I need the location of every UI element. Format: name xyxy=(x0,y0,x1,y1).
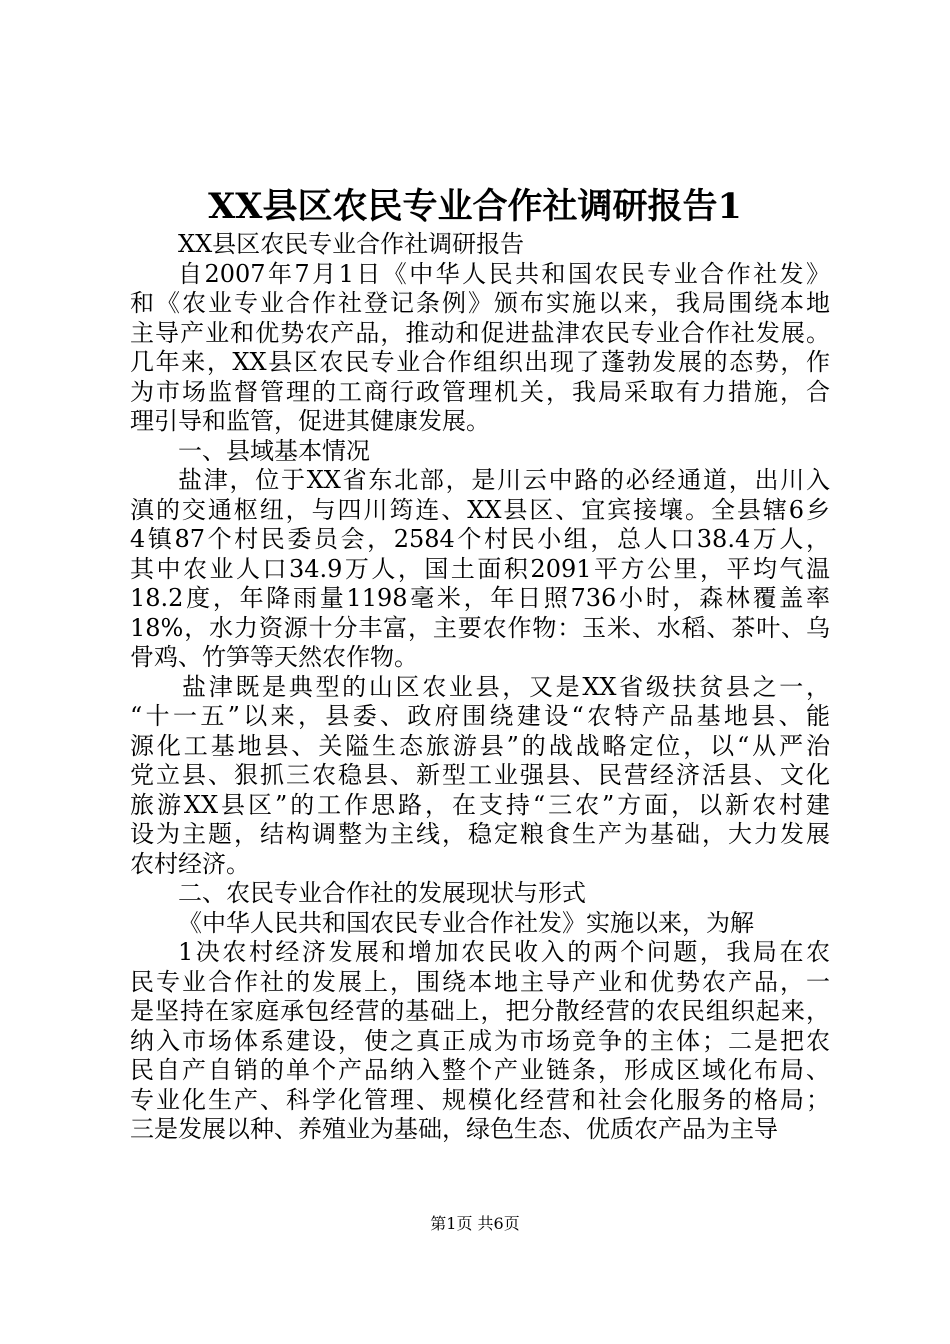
text-line: 一、县域基本情况 xyxy=(178,436,370,465)
text-line: 三是发展以种、养殖业为基础，绿色生态、优质农产品为主导 xyxy=(130,1115,778,1143)
text-line: 18.2度，年降雨量1198毫米，年日照736小时，森林覆盖率 xyxy=(130,584,830,612)
document-title: XX县区农民专业合作社调研报告1 xyxy=(208,186,742,227)
text-line: 为市场监督管理的工商行政管理机关，我局采取有力措施，合 xyxy=(130,377,830,406)
text-line: 1决农村经济发展和增加农民收入的两个问题，我局在农 xyxy=(178,938,830,966)
text-line: 盐津既是典型的山区农业县，又是XX省级扶贫县之一， xyxy=(182,672,830,701)
text-line: 主导产业和优势农产品，推动和促进盐津农民专业合作社发展。 xyxy=(130,318,830,347)
text-line: “十一五”以来，县委、政府围绕建设“农特产品基地县、能 xyxy=(130,702,830,730)
text-line: 滇的交通枢纽，与四川筠连、XX县区、宜宾接壤。全县辖6乡 xyxy=(130,495,830,524)
page-footer: 第1页 共6页 xyxy=(430,1214,520,1233)
text-line: 专业化生产、科学化管理、规模化经营和社会化服务的格局； xyxy=(130,1085,830,1114)
text-line: 《中华人民共和国农民专业合作社发》实施以来，为解 xyxy=(178,908,754,937)
text-line: 农村经济。 xyxy=(130,849,250,878)
text-line: 设为主题，结构调整为主线，稳定粮食生产为基础，大力发展 xyxy=(130,820,830,848)
text-line: 和《农业专业合作社登记条例》颁布实施以来，我局围绕本地 xyxy=(130,289,830,317)
text-line: 理引导和监管，促进其健康发展。 xyxy=(130,407,490,435)
text-line: 自2007年7月1日《中华人民共和国农民专业合作社发》 xyxy=(178,259,830,288)
text-line: 盐津，位于XX省东北部，是川云中路的必经通道，出川入 xyxy=(178,466,830,494)
text-line: 骨鸡、竹笋等天然农作物。 xyxy=(130,643,418,671)
text-line: 二、农民专业合作社的发展现状与形式 xyxy=(178,879,586,907)
text-line: 民自产自销的单个产品纳入整个产业链条，形成区域化布局、 xyxy=(130,1056,830,1084)
document-body xyxy=(130,230,830,1145)
text-line: 4镇87个村民委员会，2584个村民小组，总人口38.4万人， xyxy=(130,525,830,553)
text-line: 民专业合作社的发展上，围绕本地主导产业和优势农产品，一 xyxy=(130,967,830,996)
text-line: 几年来，XX县区农民专业合作组织出现了蓬勃发展的态势，作 xyxy=(130,348,830,376)
text-line: 是坚持在家庭承包经营的基础上，把分散经营的农民组织起来， xyxy=(130,997,830,1025)
text-line: 党立县、狠抓三农稳县、新型工业强县、民营经济活县、文化 xyxy=(130,761,830,789)
text-line: 源化工基地县、关隘生态旅游县”的战战略定位，以“从严治 xyxy=(130,731,830,760)
text-line: 18%，水力资源十分丰富，主要农作物：玉米、水稻、茶叶、乌 xyxy=(130,613,830,642)
text-line: XX县区农民专业合作社调研报告 xyxy=(178,230,525,258)
text-line: 旅游XX县区”的工作思路，在支持“三农”方面，以新农村建 xyxy=(130,790,830,819)
text-line: 纳入市场体系建设，使之真正成为市场竞争的主体；二是把农 xyxy=(130,1026,830,1055)
text-line: 其中农业人口34.9万人，国土面积2091平方公里，平均气温 xyxy=(130,554,830,583)
